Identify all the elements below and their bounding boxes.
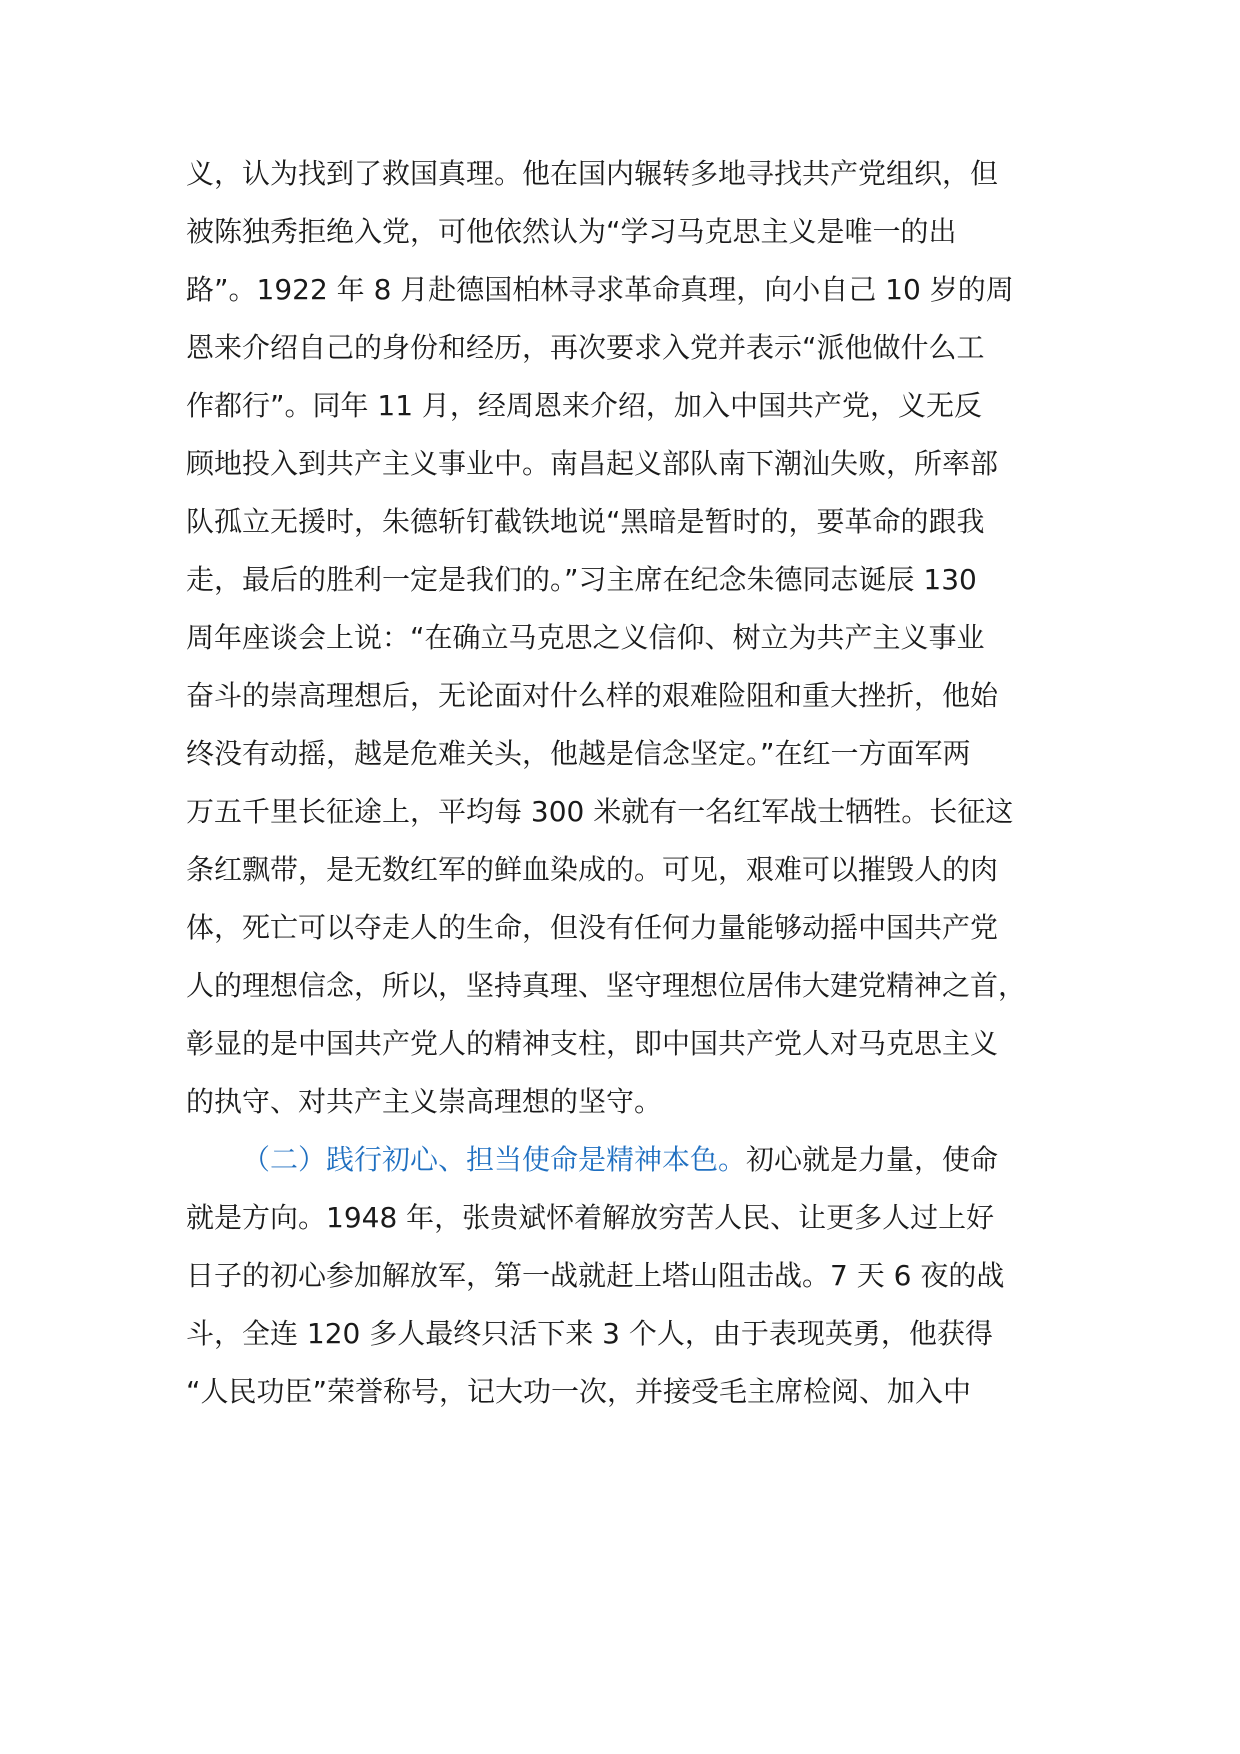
body-line: 的执守、对共产主义崇高理想的坚守。	[186, 1085, 663, 1118]
body-line: 人的理想信念，所以，坚持真理、坚守理想位居伟大建党精神之首，	[186, 969, 1027, 1002]
body-line: 义，认为找到了救国真理。他在国内辗转多地寻找共产党组织，但	[186, 157, 999, 190]
body-line: 奋斗的崇高理想后，无论面对什么样的艰难险阻和重大挫折，他始	[186, 679, 999, 712]
body-line: 路”。1922 年 8 月赴德国柏林寻求革命真理，向小自己 10 岁的周	[186, 273, 1014, 306]
body-line: 周年座谈会上说：“在确立马克思之义信仰、树立为共产主义事业	[186, 621, 985, 654]
body-line: 条红飘带，是无数红军的鲜血染成的。可见，艰难可以摧毁人的肉	[186, 853, 999, 886]
body-line: 顾地投入到共产主义事业中。南昌起义部队南下潮汕失败，所率部	[186, 447, 999, 480]
body-line: 就是方向。1948 年，张贵斌怀着解放穷苦人民、让更多人过上好	[186, 1201, 995, 1234]
section-first-line	[242, 1140, 998, 1180]
body-line: 恩来介绍自己的身份和经历，再次要求入党并表示“派他做什么工	[186, 331, 985, 364]
body-line: 日子的初心参加解放军，第一战就赶上塔山阻击战。7 天 6 夜的战	[186, 1259, 1005, 1292]
body-line: 体，死亡可以夺走人的生命，但没有任何力量能够动摇中国共产党	[186, 911, 999, 944]
body-line: 队孤立无援时，朱德斩钉截铁地说“黑暗是暂时的，要革命的跟我	[186, 505, 985, 538]
section-heading: （二）践行初心、担当使命是精神本色。	[242, 1143, 747, 1176]
body-line: 走，最后的胜利一定是我们的。”习主席在纪念朱德同志诞辰 130	[186, 563, 977, 596]
section-heading-rest: 初心就是力量，使命	[746, 1143, 999, 1176]
body-line: 斗，全连 120 多人最终只活下来 3 个人，由于表现英勇，他获得	[186, 1317, 993, 1350]
body-line: “人民功臣”荣誉称号，记大功一次，并接受毛主席检阅、加入中	[186, 1375, 972, 1408]
body-line: 作都行”。同年 11 月，经周恩来介绍，加入中国共产党，义无反	[186, 389, 982, 422]
body-line: 终没有动摇，越是危难关头，他越是信念坚定。”在红一方面军两	[186, 737, 971, 770]
body-line: 被陈独秀拒绝入党，可他依然认为“学习马克思主义是唯一的出	[186, 215, 957, 248]
body-line: 万五千里长征途上，平均每 300 米就有一名红军战士牺牲。长征这	[186, 795, 1014, 828]
body-line: 彰显的是中国共产党人的精神支柱，即中国共产党人对马克思主义	[186, 1027, 999, 1060]
